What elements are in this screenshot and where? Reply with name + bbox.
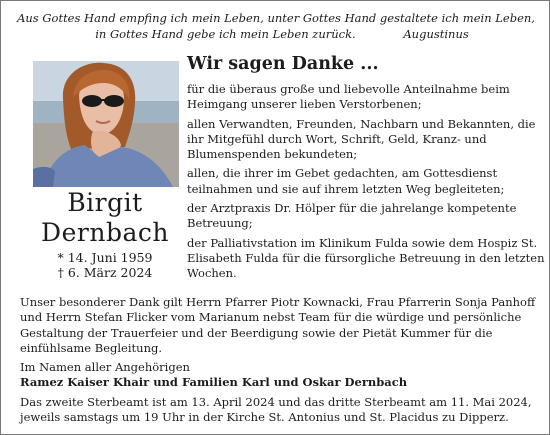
life-dates xyxy=(17,250,193,280)
motto-line-2: in Gottes Hand gebe ich mein Leben zurück. xyxy=(95,27,356,41)
thanks-list xyxy=(187,82,547,286)
portrait-photo xyxy=(33,61,179,187)
thanks-item: der Arztpraxis Dr. Hölper für die jahrelange kompetente Betreuung; xyxy=(187,201,517,231)
motto-author: Augustinus xyxy=(403,27,469,41)
memorial-note: Das zweite Sterbeamt ist am 13. April 2024 und das dritte Sterbeamt am 11. Mai 2024, jeweils samstags um 19 Uhr in der Kirche St. Antonius und St. Placidus zu Dipperz. xyxy=(20,394,532,425)
signature-intro: Im Namen aller Angehörigen xyxy=(20,360,190,375)
thanks-item: allen Verwandten, Freunden, Nachbarn und Bekannten, die ihr Mitgefühl durch Wort, Schrift, Geld, Kranz- und Blumenspenden bekundeten; xyxy=(187,116,536,162)
thanks-item: allen, die ihrer im Gebet gedachten, am Gottesdienst teilnahmen und sie auf ihrem letzten Weg begleiteten; xyxy=(187,166,505,196)
signature-names: Ramez Kaiser Khair und Familien Karl und Oskar Dernbach xyxy=(20,375,408,390)
deceased-name xyxy=(17,188,193,248)
closing-section xyxy=(20,295,540,425)
thanks-item: der Palliativstation im Klinikum Fulda sowie dem Hospiz St. Elisabeth Fulda für die fürsorgliche Betreuung in den letzten Wochen. xyxy=(187,235,545,281)
birth-date: * 14. Juni 1959 xyxy=(57,250,153,265)
thanks-item: für die überaus große und liebevolle Anteilnahme beim Heimgang unserer lieben Verstorbenen; xyxy=(187,82,510,112)
special-thanks-paragraph: Unser besonderer Dank gilt Herrn Pfarrer Piotr Kownacki, Frau Pfarrerin Sonja Panhoff und Herrn Stefan Flicker vom Marianum nebst Team für die würdige und persönliche Gestaltung der Trauerfeier und der Beerdigung sowie der Pietät Kummer für die einfühlsame Begleitung. xyxy=(20,295,536,355)
motto-line-1: Aus Gottes Hand empfing ich mein Leben, unter Gottes Hand gestaltete ich mein Leben, xyxy=(17,11,535,25)
death-date: † 6. März 2024 xyxy=(57,265,153,280)
thanks-heading: Wir sagen Danke ... xyxy=(187,54,379,74)
first-name: Birgit xyxy=(67,188,143,217)
motto-quote xyxy=(1,10,550,42)
last-name: Dernbach xyxy=(41,218,169,247)
